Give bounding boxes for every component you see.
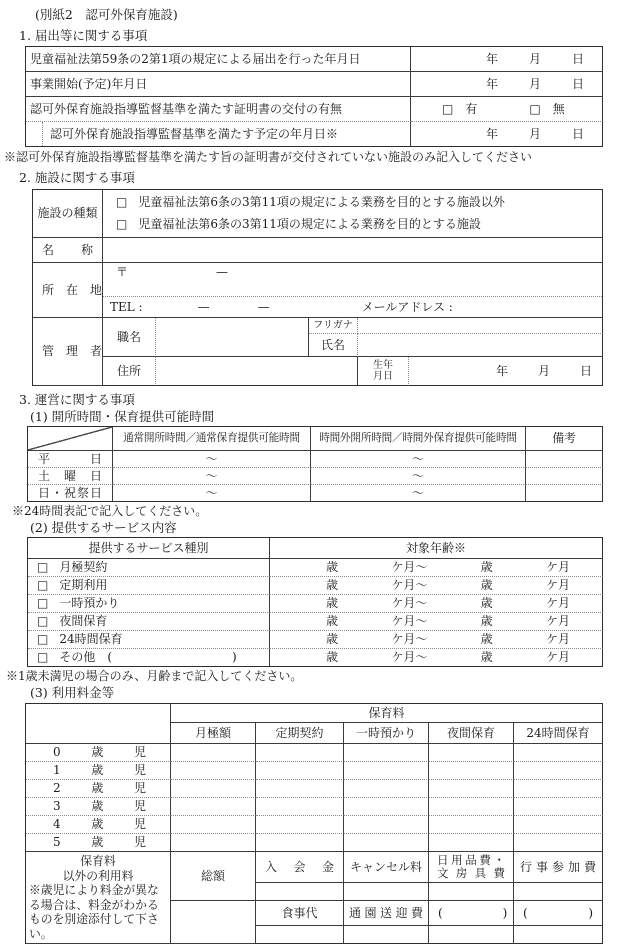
- table-row: [26, 852, 603, 883]
- cancel-fee-label: キャンセル料: [344, 852, 429, 883]
- field-fee-age5-24h[interactable]: [514, 834, 603, 852]
- certificate-issued-options: [411, 97, 603, 122]
- year-label: 年: [485, 76, 498, 91]
- service-label: 24時間保育: [59, 632, 123, 646]
- field-fee-age4-temporary[interactable]: [344, 816, 429, 834]
- day-label: 日: [571, 126, 584, 141]
- postal-mark-icon: 〒: [116, 265, 129, 279]
- other-fees-label: 保育料 以外の利用料 ※歳児により料金が異なる場合は、料金がわかるものを別途添付して下さい。: [26, 852, 171, 944]
- checkbox-service-icon[interactable]: □: [37, 560, 49, 574]
- fee-col-monthly: 月極額: [171, 723, 256, 744]
- email-label: メールアドレス :: [361, 299, 453, 314]
- field-manager-address[interactable]: [156, 357, 358, 386]
- field-fee-age4-regular[interactable]: [256, 816, 344, 834]
- field-event-fee[interactable]: [514, 883, 603, 901]
- checkbox-service-icon[interactable]: □: [37, 578, 49, 592]
- section1-heading: 1. 届出等に関する事項: [19, 28, 148, 43]
- age-unit-label: ケ月: [545, 560, 570, 574]
- fees-table: [25, 703, 603, 944]
- option-no-label: 無: [552, 101, 565, 116]
- age-unit-label: 歳: [480, 614, 493, 628]
- address-label: 所 在 地: [33, 263, 103, 318]
- age-unit-label: ケ月～: [391, 596, 428, 610]
- table-row: [28, 468, 603, 485]
- table-row: [33, 318, 603, 334]
- age-unit-label: ケ月～: [391, 560, 428, 574]
- table-row: [28, 485, 603, 502]
- day-label: 日: [571, 51, 584, 66]
- month-label: 月: [528, 76, 541, 91]
- planned-date-label: 認可外保育施設指導監督基準を満たす予定の年月日※: [50, 126, 339, 141]
- field-fee-age5-monthly[interactable]: [171, 834, 256, 852]
- field-fee-age2-night[interactable]: [429, 780, 514, 798]
- service-label: 一時預かり: [59, 596, 120, 610]
- tilde-separator: ～: [205, 451, 218, 466]
- age-unit-label: ケ月～: [391, 578, 428, 592]
- field-age-range-night[interactable]: [270, 613, 603, 631]
- facility-type-option1: 児童福祉法第6条の3第11項の規定による業務を目的とする施設以外: [138, 195, 505, 209]
- field-birthdate[interactable]: [409, 357, 603, 386]
- manager-name-label: 氏名: [309, 334, 358, 357]
- facility-table: [32, 189, 603, 386]
- field-fee-age2-regular[interactable]: [256, 780, 344, 798]
- age-unit-label: ケ月～: [391, 632, 428, 646]
- field-fee-age0-monthly[interactable]: [171, 744, 256, 762]
- checkbox-no-icon[interactable]: □: [529, 101, 541, 116]
- age-unit-label: 歳: [480, 578, 493, 592]
- fee-col-regular: 定期契約: [256, 723, 344, 744]
- field-fee-age0-24h[interactable]: [514, 744, 603, 762]
- field-age-range-monthly[interactable]: [270, 559, 603, 577]
- service-label: 定期利用: [59, 578, 108, 592]
- field-saturday-remarks[interactable]: [526, 468, 603, 485]
- table-row: [28, 559, 603, 577]
- age-unit-label: 歳: [326, 578, 339, 592]
- service-row-24h: [28, 631, 270, 649]
- extra-hours-header: 時間外開所時間／時間外保育提供可能時間: [311, 427, 526, 451]
- field-planned-date[interactable]: [411, 122, 603, 147]
- age-row-1-label: 1 歳 児: [26, 762, 171, 780]
- facility-type-label: 施設の種類: [33, 190, 103, 238]
- checkbox-service-icon[interactable]: □: [37, 596, 49, 610]
- checkbox-service-icon[interactable]: □: [37, 632, 49, 646]
- field-age-range-24h[interactable]: [270, 631, 603, 649]
- field-address-line[interactable]: [103, 282, 602, 296]
- tel-dash: —: [197, 299, 210, 314]
- facility-type-option2: 児童福祉法第6条の3第11項の規定による業務を目的とする施設: [138, 217, 481, 231]
- section3a-heading: (1) 開所時間・保育提供可能時間: [30, 409, 215, 424]
- day-label: 日: [571, 76, 584, 91]
- table-row: [28, 631, 603, 649]
- field-address[interactable]: [103, 263, 603, 318]
- age-unit-label: ケ月: [545, 614, 570, 628]
- table-row: [28, 427, 603, 451]
- field-other-fee-2[interactable]: [514, 926, 603, 944]
- field-fee-age0-night[interactable]: [429, 744, 514, 762]
- field-age-range-other[interactable]: [270, 649, 603, 667]
- checkbox-type2-icon[interactable]: □: [116, 217, 128, 231]
- service-row-regular: [28, 577, 270, 595]
- checkbox-yes-icon[interactable]: □: [442, 101, 454, 116]
- table-row: [33, 238, 603, 263]
- field-daily-goods-fee[interactable]: [429, 883, 514, 901]
- table-row: [26, 780, 603, 798]
- facility-name-label: 名 称: [33, 238, 103, 263]
- fee-corner-cell: [26, 704, 171, 744]
- field-fee-age2-temporary[interactable]: [344, 780, 429, 798]
- normal-hours-header: 通常開所時間／通常保育提供可能時間: [113, 427, 311, 451]
- age-row-2-label: 2 歳 児: [26, 780, 171, 798]
- table-row: [26, 47, 603, 72]
- certificate-issued-label: 認可外保育施設指導監督基準を満たす証明書の交付の有無: [26, 97, 411, 122]
- table-row: [28, 538, 603, 559]
- table-row: [26, 762, 603, 780]
- job-title-label: 職名: [103, 318, 156, 357]
- checkbox-type1-icon[interactable]: □: [116, 195, 128, 209]
- field-age-range-regular[interactable]: [270, 577, 603, 595]
- field-notification-date[interactable]: [411, 47, 603, 72]
- field-meal-fee[interactable]: [256, 926, 344, 944]
- field-age-range-temporary[interactable]: [270, 595, 603, 613]
- table-row: [26, 72, 603, 97]
- section3b-note: ※1歳未満児の場合のみ、月齢まで記入してください。: [6, 669, 303, 683]
- age-unit-label: 歳: [326, 632, 339, 646]
- field-fee-age1-regular[interactable]: [256, 762, 344, 780]
- month-label: 月: [528, 51, 541, 66]
- field-saturday-extra-hours[interactable]: [311, 468, 526, 485]
- field-commute-fee[interactable]: [344, 926, 429, 944]
- age-unit-label: 歳: [480, 596, 493, 610]
- age-unit-label: ケ月～: [391, 614, 428, 628]
- tilde-separator: ～: [205, 468, 218, 483]
- option-yes-label: 有: [465, 101, 478, 116]
- meal-fee-label: 食事代: [256, 901, 344, 926]
- table-row: [28, 613, 603, 631]
- field-fee-age2-24h[interactable]: [514, 780, 603, 798]
- total-label: 総額: [171, 852, 256, 901]
- hours-table: [27, 426, 603, 502]
- age-row-3-label: 3 歳 児: [26, 798, 171, 816]
- field-fee-age3-monthly[interactable]: [171, 798, 256, 816]
- table-row: [26, 834, 603, 852]
- tel-dash: —: [257, 299, 270, 314]
- age-unit-label: 歳: [326, 614, 339, 628]
- service-row-monthly: [28, 559, 270, 577]
- field-facility-name[interactable]: [103, 238, 603, 263]
- table-row: [33, 263, 603, 318]
- tilde-separator: ～: [205, 485, 218, 500]
- weekday-label: 平 日: [28, 451, 113, 468]
- saturday-label: 土 曜 日: [28, 468, 113, 485]
- field-saturday-normal-hours[interactable]: [113, 468, 311, 485]
- table-row: [33, 357, 603, 386]
- field-fee-age4-24h[interactable]: [514, 816, 603, 834]
- planned-date-label-cell: [26, 122, 411, 147]
- age-unit-label: 歳: [480, 632, 493, 646]
- field-weekday-extra-hours[interactable]: [311, 451, 526, 468]
- table-row: [28, 595, 603, 613]
- childcare-fee-header: 保育料: [171, 704, 603, 723]
- section3a-note: ※24時間表記で記入してください。: [12, 504, 208, 518]
- field-total[interactable]: [171, 901, 256, 944]
- postal-dash: —: [216, 265, 229, 279]
- field-other-fee-1[interactable]: [429, 926, 514, 944]
- notification-date-label: 児童福祉法第59条の2第1項の規定による届出を行った年月日: [26, 47, 411, 72]
- table-row: [28, 649, 603, 667]
- age-unit-label: ケ月: [545, 650, 570, 664]
- year-label: 年: [495, 363, 508, 378]
- day-label: 日: [580, 363, 593, 378]
- notification-table: [25, 46, 603, 147]
- manager-address-label: 住所: [103, 357, 156, 386]
- fee-col-temporary: 一時預かり: [344, 723, 429, 744]
- field-furigana[interactable]: [358, 318, 603, 334]
- diagonal-header-cell: [28, 427, 113, 451]
- service-type-header: 提供するサービス種別: [28, 538, 270, 559]
- field-fee-age2-monthly[interactable]: [171, 780, 256, 798]
- year-label: 年: [485, 51, 498, 66]
- table-row: [28, 451, 603, 468]
- field-fee-age5-regular[interactable]: [256, 834, 344, 852]
- age-row-4-label: 4 歳 児: [26, 816, 171, 834]
- business-start-label: 事業開始(予定)年月日: [26, 72, 411, 97]
- table-row: [26, 816, 603, 834]
- age-unit-label: ケ月～: [391, 650, 428, 664]
- field-holiday-remarks[interactable]: [526, 485, 603, 502]
- field-fee-age5-temporary[interactable]: [344, 834, 429, 852]
- field-fee-age1-24h[interactable]: [514, 762, 603, 780]
- field-holiday-normal-hours[interactable]: [113, 485, 311, 502]
- table-row: [26, 798, 603, 816]
- age-unit-label: 歳: [326, 596, 339, 610]
- age-unit-label: 歳: [480, 650, 493, 664]
- section1-note: ※認可外保育施設指導監督基準を満たす旨の証明書が交付されていない施設のみ記入してください: [4, 150, 533, 164]
- field-weekday-normal-hours[interactable]: [113, 451, 311, 468]
- fee-col-24h: 24時間保育: [514, 723, 603, 744]
- field-fee-age3-night[interactable]: [429, 798, 514, 816]
- field-fee-age1-temporary[interactable]: [344, 762, 429, 780]
- field-job-title[interactable]: [156, 318, 309, 357]
- event-fee-label: 行事参加費: [514, 852, 603, 883]
- daily-goods-fee-label: 日用品費・ 文房具費: [429, 852, 514, 883]
- field-fee-age1-night[interactable]: [429, 762, 514, 780]
- table-row: [33, 190, 603, 238]
- tilde-separator: ～: [411, 451, 424, 466]
- service-row-night: [28, 613, 270, 631]
- field-fee-age3-regular[interactable]: [256, 798, 344, 816]
- field-cancel-fee[interactable]: [344, 883, 429, 901]
- tilde-separator: ～: [411, 485, 424, 500]
- remarks-header: 備考: [526, 427, 603, 451]
- field-fee-age4-monthly[interactable]: [171, 816, 256, 834]
- service-label: 月極契約: [59, 560, 108, 574]
- field-fee-age4-night[interactable]: [429, 816, 514, 834]
- furigana-label: フリガナ: [309, 318, 358, 334]
- section3-heading: 3. 運営に関する事項: [19, 392, 135, 407]
- service-row-temporary: [28, 595, 270, 613]
- field-fee-age5-night[interactable]: [429, 834, 514, 852]
- table-row: [26, 704, 603, 723]
- field-holiday-extra-hours[interactable]: [311, 485, 526, 502]
- table-row: [26, 122, 603, 147]
- field-fee-age3-24h[interactable]: [514, 798, 603, 816]
- age-unit-label: ケ月: [545, 596, 570, 610]
- age-unit-label: ケ月: [545, 578, 570, 592]
- age-unit-label: 歳: [480, 560, 493, 574]
- field-fee-age1-monthly[interactable]: [171, 762, 256, 780]
- field-fee-age3-temporary[interactable]: [344, 798, 429, 816]
- birthdate-label: 生年 月日: [358, 357, 409, 386]
- field-business-start-date[interactable]: [411, 72, 603, 97]
- service-row-other: [28, 649, 270, 667]
- year-label: 年: [485, 126, 498, 141]
- holiday-label: 日・祝祭日: [28, 485, 113, 502]
- field-other-fee-2-name[interactable]: ( ): [514, 901, 603, 926]
- commute-fee-label: 通園送迎費: [344, 901, 429, 926]
- month-label: 月: [528, 126, 541, 141]
- field-weekday-remarks[interactable]: [526, 451, 603, 468]
- services-table: [27, 537, 603, 667]
- age-unit-label: 歳: [326, 560, 339, 574]
- target-age-header: 対象年齢※: [270, 538, 603, 559]
- service-label: その他 ( ): [59, 650, 237, 664]
- service-label: 夜間保育: [59, 614, 108, 628]
- table-row: [28, 577, 603, 595]
- section2-heading: 2. 施設に関する事項: [19, 170, 135, 185]
- age-row-5-label: 5 歳 児: [26, 834, 171, 852]
- field-fee-age0-temporary[interactable]: [344, 744, 429, 762]
- section3b-heading: (2) 提供するサービス内容: [30, 520, 177, 535]
- month-label: 月: [537, 363, 550, 378]
- checkbox-service-icon[interactable]: □: [37, 614, 49, 628]
- page-title: (別紙2 認可外保育施設): [35, 7, 178, 22]
- table-row: [26, 97, 603, 122]
- facility-type-options: [103, 190, 603, 238]
- field-fee-age0-regular[interactable]: [256, 744, 344, 762]
- age-row-0-label: 0 歳 児: [26, 744, 171, 762]
- age-unit-label: ケ月: [545, 632, 570, 646]
- table-row: [26, 744, 603, 762]
- tilde-separator: ～: [411, 468, 424, 483]
- manager-label: 管 理 者: [33, 318, 103, 386]
- field-manager-name[interactable]: [358, 334, 603, 357]
- field-other-fee-1-name[interactable]: ( ): [429, 901, 514, 926]
- fee-col-night: 夜間保育: [429, 723, 514, 744]
- age-unit-label: 歳: [326, 650, 339, 664]
- checkbox-service-icon[interactable]: □: [37, 650, 49, 664]
- tel-label: TEL :: [110, 299, 143, 314]
- field-admission-fee[interactable]: [256, 883, 344, 901]
- section3c-heading: (3) 利用料金等: [30, 685, 115, 700]
- admission-fee-label: 入 会 金: [256, 852, 344, 883]
